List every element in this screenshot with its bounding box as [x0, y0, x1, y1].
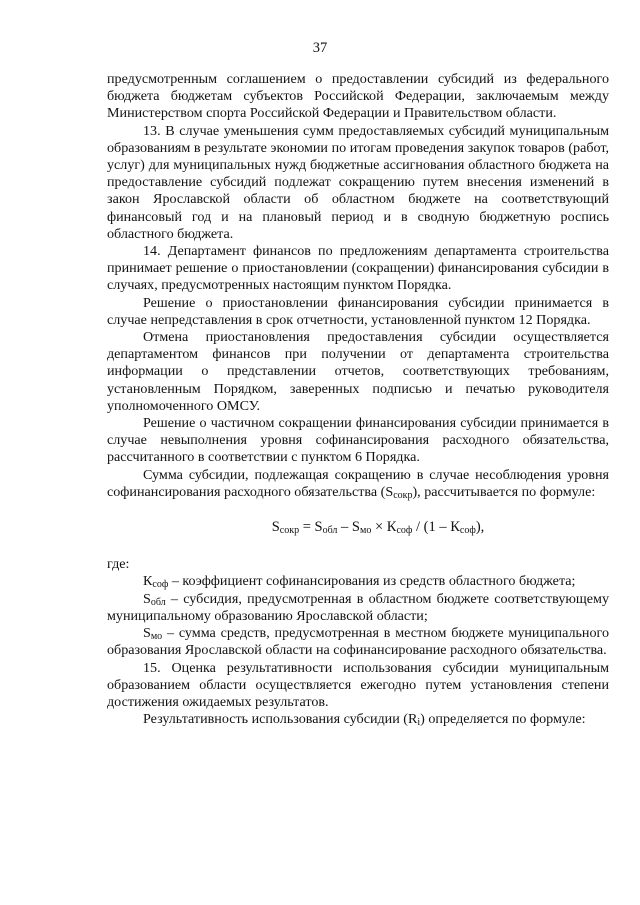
definition-k-sof: $К_{соф}$ – коэффициент софинансирования из средств областного бюджета; — [143, 573, 576, 591]
where-label: где: — [107, 556, 130, 573]
paragraph-formula-intro: Сумма субсидии, подлежащая сокращению в случае несоблюдения уровня софинансирования расходного обязательства $(S_{сокр})$, рассчитывается по формуле: — [107, 466, 609, 501]
paragraph-partial-reduction: Решение о частичном сокращении финансирования субсидии принимается в случае невыполнения уровня софинансирования расходного обязательства, рассчитанного в соответствии с пунктом 6 Порядка. — [107, 415, 609, 466]
definition-s-mo: $S_{мо}$ – сумма средств, предусмотренная в местном бюджете муниципального образования Ярославской области на софинансирование расходного обязательства. — [107, 625, 609, 659]
paragraph-item-13: 13. В случае уменьшения сумм предоставляемых субсидий муниципальным образованиям в результате экономии по итогам проведения закупок товаров (работ, услуг) для муниципальных нужд бюджетные ассигнования областного бюджета на предоставление субсидий подлежат сокращению путем внесения изменений в закон Ярославской области об областном бюджете на соответствующий финансовый год и на плановый период и в сводную бюджетную роспись областного бюджета. — [107, 122, 609, 242]
paragraph-continuation: предусмотренным соглашением о предоставлении субсидий из федерального бюджета бюджетам субъектов Российской Федерации, заключаемым между Министерством спорта Российской Федерации и Правительством области. — [107, 71, 609, 122]
page-number: 37 — [312, 40, 328, 56]
paragraph-suspension-cancel: Отмена приостановления предоставления субсидии осуществляется департаментом финансов при получении от департамента строительства информации о представлении отчетов, соответствующих требованиям, установленным Порядком, заверенных подписью и печатью руководителя уполномоченного ОМСУ. — [107, 329, 609, 414]
paragraph-item-14: 14. Департамент финансов по предложениям департамента строительства принимает решение о приостановлении (сокращении) финансирования субсидии в случаях, предусмотренных настоящим пунктом Порядка. — [107, 243, 609, 294]
reduction-formula: $S_{сокр} = S_{обл} - S_{мо} \times К_{соф} / (1 - К_{соф})$, — [271, 519, 485, 537]
definition-s-obl: $S_{обл}$ – субсидия, предусмотренная в областном бюджете соответствующему муниципальному образованию Ярославской области; — [107, 590, 609, 624]
paragraph-item-15: 15. Оценка результативности использования субсидии муниципальным образованием области осуществляется ежегодно путем установления степени достижения ожидаемых результатов. — [107, 659, 609, 710]
paragraph-suspension-decision: Решение о приостановлении финансирования субсидии принимается в случае непредставления в срок отчетности, установленной пунктом 12 Порядка. — [107, 294, 609, 328]
paragraph-effectiveness: Результативность использования субсидии $(R_i)$ определяется по формуле: — [143, 711, 586, 729]
document-body — [107, 71, 609, 728]
